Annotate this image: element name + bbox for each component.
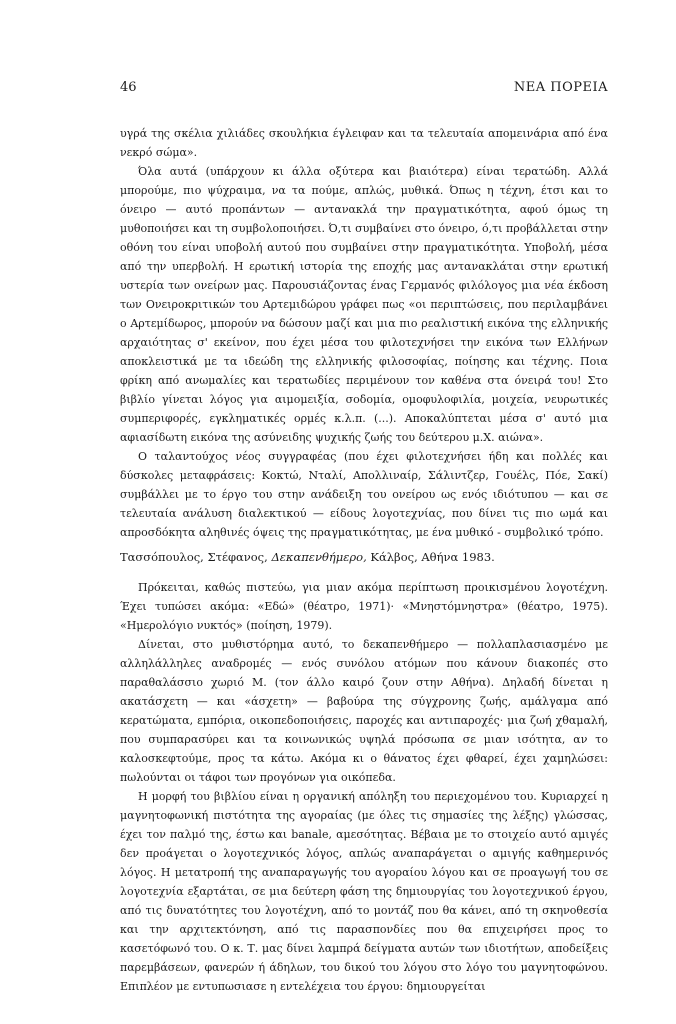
paragraph: Η μορφή του βιβλίου είναι η οργανική απόληξη του περιεχομένου του. Κυριαρχεί η μαγνητοφωνική πιστότητα της αγοραίας (με όλες τις σημασίες της λέξης) γλώσσας, έχει τον παλμό της, έστω και banale, αμεσότητας. Βέβαια με το στοιχείο αυτό αμιγές δεν προάγεται ο λογοτεχνικός λόγος, απλώς αναπαράγεται ο αμιγής καθημερινός λόγος. Η μετατροπή της αναπαραγωγής του αγοραίου λόγου και σε προαγωγή του σε λογοτεχνία εξαρτάται, σε μια δεύτερη φάση της δημιουργίας του λογοτεχνικού έργου, από τις δυνατότητες του λογοτέχνη, από το μοντάζ που θα κάνει, από τη σκηνοθεσία και την αρχιτεκτόνηση, από τις παρασπονδίες που θα επιχειρήσει προς το κασετόφωνό του. Ο κ. Τ. μας δίνει λαμπρά δείγματα αυτών των ιδιοτήτων, αποδείξεις παρεμβάσεων, φανερών ή άδηλων, του δικού του λόγου στο λόγο του μαγνητοφώνου. Επιπλέον με εντυπωσιασε η εντελέχεια του έργου: δημιουργείται [120,790,608,993]
review-book-title: Δεκαπενθήμερο, [271,550,367,564]
paragraph: Όλα αυτά (υπάρχουν κι άλλα οξύτερα και βιαιότερα) είναι τερατώδη. Αλλά μπορούμε, πιο ψύχραιμα, να τα πούμε, απλώς, μυθικά. Όπως η τέχνη, έτσι και το όνειρο — αυτό προπάντων — αντανακλά την πραγματικότητα, αφού όμως τη μυθοποιήσει και τη συμβολοποιήσει. Ό,τι συμβαίνει στο όνειρο, ό,τι προβάλλεται στην οθόνη του είναι υποβολή αυτού που συμβαίνει στην πραγματικότητα. Υποβολή, μέσα από την υπερβολή. Η ερωτική ιστορία της εποχής μας αντανακλάται στην ερωτική υστερία των ονείρων μας. Παρουσιάζοντας ένας Γερμανός φιλόλογος μια νέα έκδοση των Ονειροκριτικών του Αρτεμιδώρου γράφει πως «οι περιπτώσεις, που περιλαμβάνει ο Αρτεμίδωρος, μπορούν να δώσουν μαζί και μια πιο ρεαλιστική εικόνα της ελληνικής αρχαιότητας σ' εκείνον, που έχει μέσα του φιλοτεχνήσει την εικόνα των Ελλήνων αποκλειστικά με τα ιδεώδη της ελληνικής φιλοσοφίας, ποίησης και τέχνης. Ποια φρίκη από ανωμαλίες και τερατωδίες περιμένουν τον καθένα στα όνειρά του! Στο βιβλίο γίνεται λόγος για αιμομειξία, σοδομία, ομοφυλοφιλία, μοιχεία, νευρωτικές συμπεριφορές, εγκληματικές ορμές κ.λ.π. (...). Αποκαλύπτεται μέσα σ' αυτό μια αφιασίδωτη εικόνα της ασύνειδης ψυχικής ζωής του δεύτερου μ.Χ. αιώνα». [120,165,608,444]
review-publisher: Κάλβος, Αθήνα 1983. [370,550,495,564]
first-section [120,124,608,542]
page-number: 46 [120,80,137,95]
paragraph: Πρόκειται, καθώς πιστεύω, για μιαν ακόμα περίπτωση προικισμένου λογοτέχνη. Έχει τυπώσει ακόμα: «Εδώ» (θέατρο, 1971)· «Μνηστόμνηστρα» (θέατρο, 1975). «Ημερολόγιο νυκτός» (ποίηση, 1979). [120,581,608,632]
review-author: Τασσόπουλος, Στέφανος, [120,550,268,564]
paragraph: Ο ταλαντούχος νέος συγγραφέας (που έχει φιλοτεχνήσει ήδη και πολλές και δύσκολες μεταφράσεις: Κοκτώ, Νταλί, Απολλιναίρ, Σάλιντζερ, Γουέλς, Πόε, Σακί) συμβάλλει με το έργο του στην ανάδειξη του ονείρου ως ενός ιδιότυπου — και σε τελευταία ανάλυση διαλεκτικού — είδους λογοτεχνίας, που δίνει τις πιο ωμά και απροσδόκητα αληθινές όψεις της πραγματικότητας, με ένα μυθικό - συμβολικό τρόπο. [120,450,608,539]
page-header [120,80,608,100]
running-title: ΝΕΑ ΠΟΡΕΙΑ [513,80,608,95]
review-citation [120,548,608,567]
paragraph: υγρά της σκέλια χιλιάδες σκουλήκια έγλειφαν και τα τελευταία απομεινάρια από ένα νεκρό σώμα». [120,127,608,159]
paragraph: Δίνεται, στο μυθιστόρημα αυτό, το δεκαπενθήμερο — πολλαπλασιασμένο με αλληλάλληλες αναδρομές — ενός συνόλου ατόμων που κάνουν διακοπές στο παραθαλάσσιο χωριό Μ. (τον άλλο καιρό ζουν στην Αθήνα). Δηλαδή δίνεται η ακατάσχετη — και «άσχετη» — βαβούρα της σύγχρονης ζωής, αμάλγαμα από κερατώματα, εμπόρια, οικοπεδοποιήσεις, παροχές και αντιπαροχές· μια ζωή χθαμαλή, που συμπαρασύρει και τα κοινωνικώς υψηλά πρόσωπα σε μιαν ισότητα, αν το καλοσκεφτούμε, προς τα κάτω. Ακόμα κι ο θάνατος έχει φθαρεί, έχει χαμηλώσει: πωλούνται οι τάφοι των προγόνων για οικόπεδα. [120,638,608,784]
review-body [120,578,608,996]
